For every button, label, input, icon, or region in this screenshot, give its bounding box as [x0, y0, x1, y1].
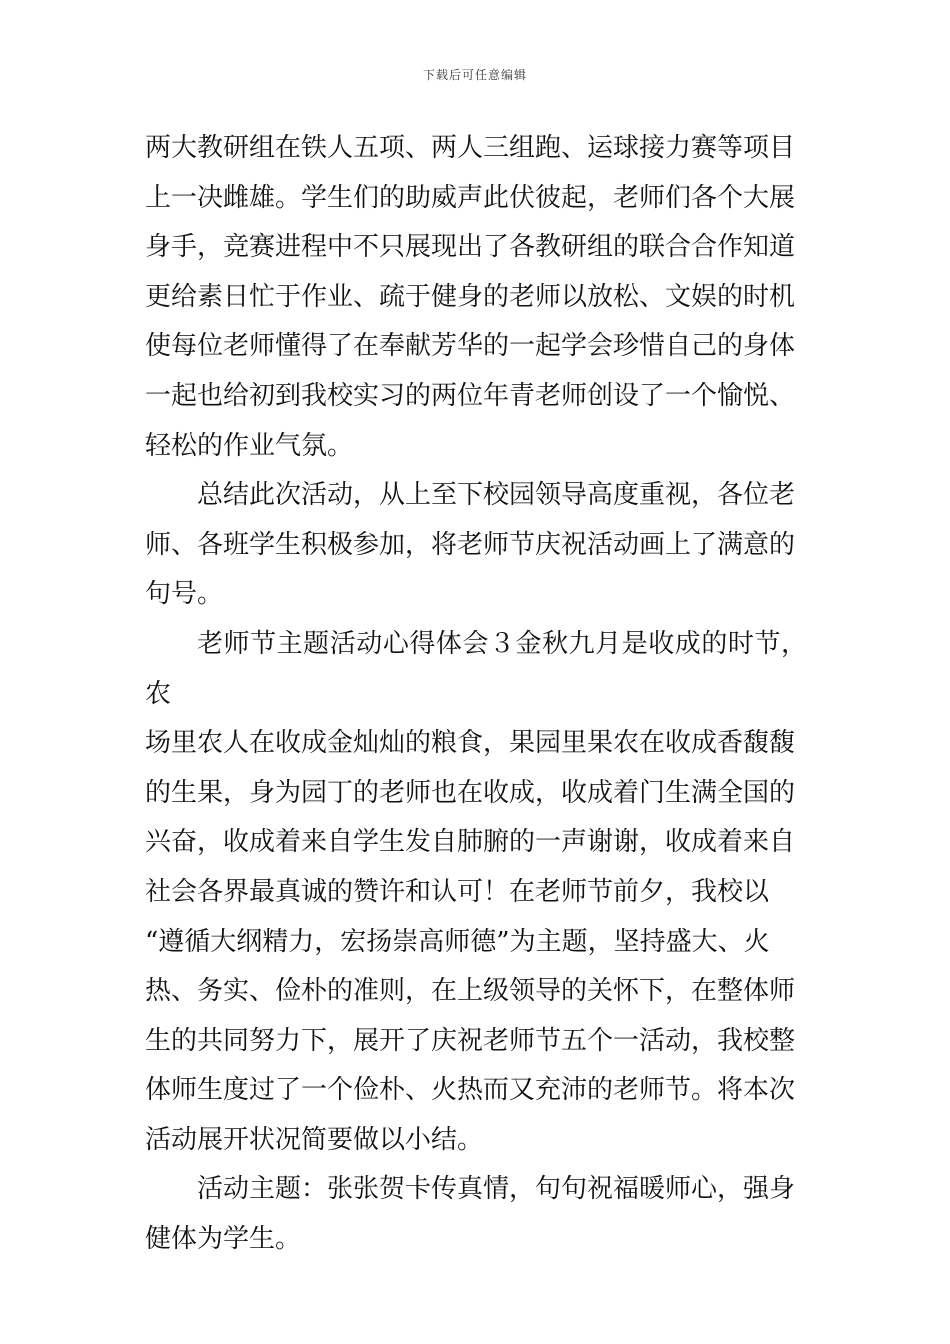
- text-line: 师、各班学生积极参加，将老师节庆祝活动画上了满意的: [145, 529, 796, 560]
- text-line: 生的共同努力下，展开了庆祝老师节五个一活动，我校整: [145, 1025, 796, 1056]
- text-line: 更给素日忙于作业、疏于健身的老师以放松、文娱的时机: [145, 281, 796, 312]
- paragraph-3: [145, 620, 807, 1166]
- text-line: 兴奋，收成着来自学生发自肺腑的一声谢谢，收成着来自: [145, 827, 796, 858]
- text-line: 健体为学生。: [145, 1224, 302, 1255]
- text-line: 热、务实、俭朴的准则，在上级领导的关怀下，在整体师: [145, 976, 796, 1007]
- paragraph-4: [145, 1165, 807, 1264]
- text-line: 两大教研组在铁人五项、两人三组跑、运球接力赛等项目: [145, 133, 796, 163]
- text-line: 一起也给初到我校实习的两位年青老师创设了一个愉悦、: [145, 380, 796, 411]
- document-body: [145, 124, 807, 1265]
- text-line: 身手，竞赛进程中不只展现出了各教研组的联合合作知道: [145, 232, 796, 263]
- text-line: 上一决雌雄。学生们的助威声此伏彼起，老师们各个大展: [145, 182, 796, 213]
- text-line: 句号。: [145, 579, 224, 610]
- text-line: 体师生度过了一个俭朴、火热而又充沛的老师节。将本次: [145, 1075, 796, 1106]
- page-header: 下载后可任意编辑: [422, 68, 527, 82]
- text-line: “遵循大纲精力，宏扬崇高师德”为主题，坚持盛大、火: [145, 926, 770, 957]
- text-line: 总结此次活动，从上至下校园领导高度重视，各位老: [197, 480, 796, 511]
- text-line: 轻松的作业气氛。: [145, 430, 354, 461]
- text-line: 使每位老师懂得了在奉献芳华的一起学会珍惜自己的身体: [145, 331, 796, 362]
- text-line: 老师节主题活动心得体会３金秋九月是收成的时节，农: [145, 628, 807, 709]
- text-line: 社会各界最真诚的赞许和认可！在老师节前夕，我校以: [145, 876, 770, 907]
- paragraph-2: [145, 471, 807, 620]
- text-line: 活动主题：张张贺卡传真情，句句祝福暖师心，强身: [197, 1174, 796, 1205]
- paragraph-1: [145, 124, 807, 471]
- text-line: 场里农人在收成金灿灿的粮食，果园里果农在收成香馥馥: [145, 728, 796, 759]
- text-line: 的生果，身为园丁的老师也在收成，收成着门生满全国的: [145, 777, 796, 808]
- text-line: 活动展开状况简要做以小结。: [145, 1124, 484, 1155]
